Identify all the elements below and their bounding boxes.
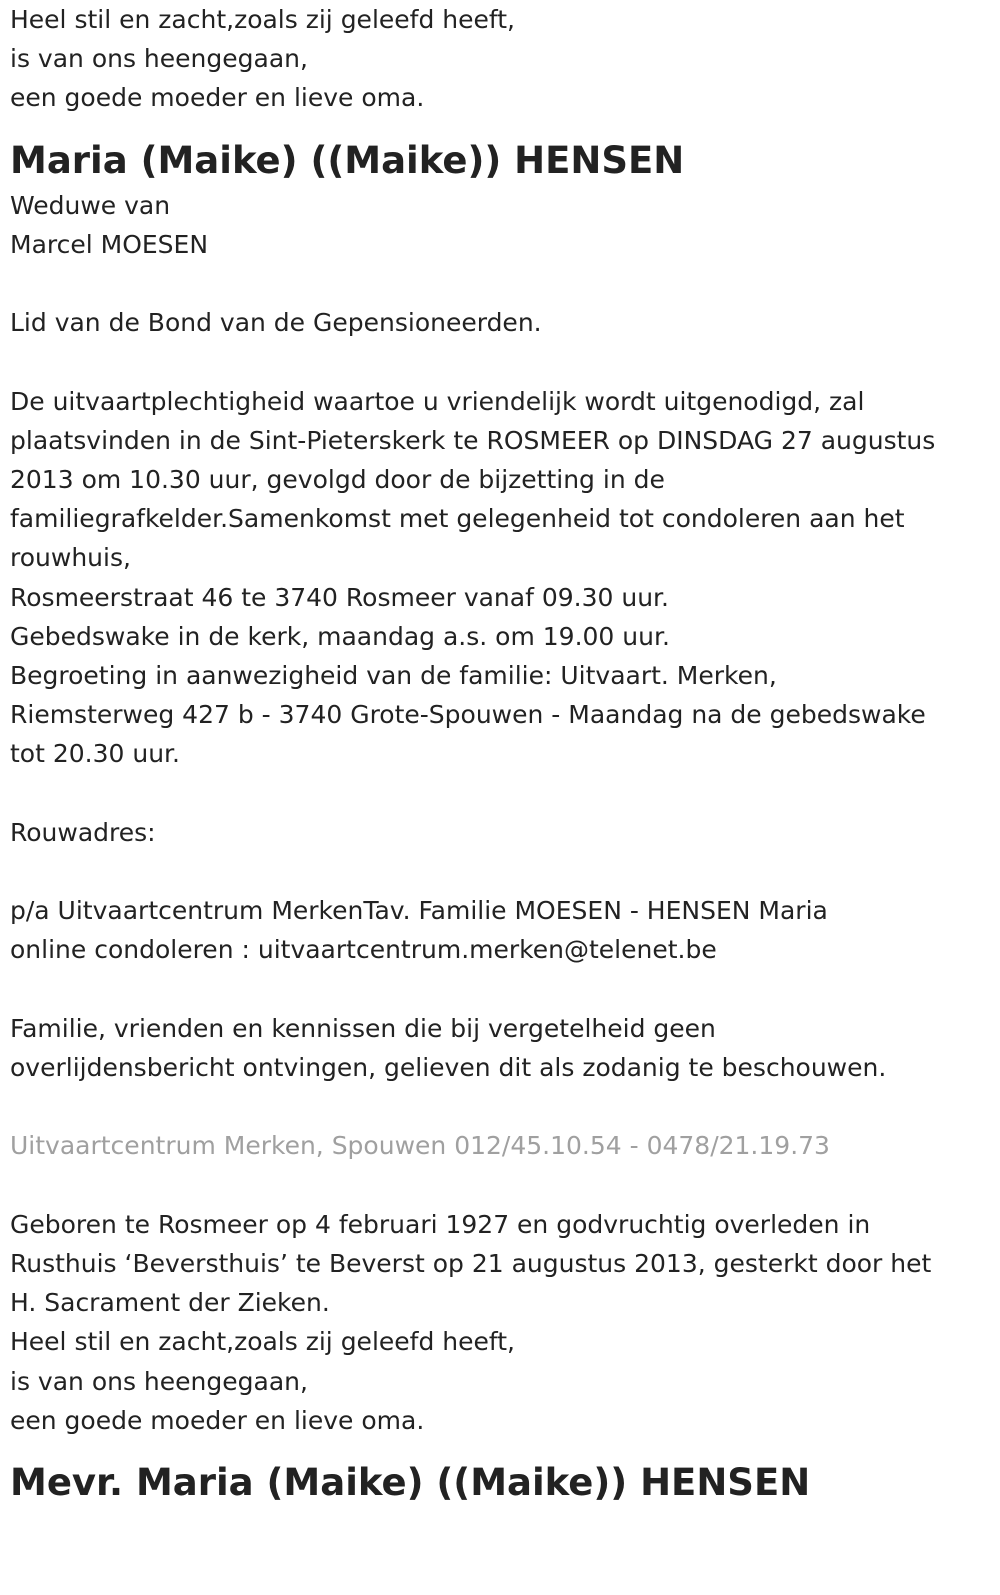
outro-line-3: een goede moeder en lieve oma. [10, 1405, 425, 1435]
ceremony-line-1: De uitvaartplechtigheid waartoe u vriendelijk wordt uitgenodigd, zal [10, 386, 865, 416]
deceased-full-name: Mevr. Maria (Maike) ((Maike)) HENSEN [10, 1461, 811, 1504]
intro-line-2: is van ons heengegaan, [10, 44, 308, 74]
birth-line-1: Geboren te Rosmeer op 4 februari 1927 en godvruchtig overleden in [10, 1209, 871, 1239]
deceased-name: Maria (Maike) ((Maike)) HENSEN [10, 138, 685, 182]
ceremony-line-3: 2013 om 10.30 uur, gevolgd door de bijzetting in de [10, 465, 665, 494]
birth-line-2: Rusthuis ‘Beversthuis’ te Beverst op 21 augustus 2013, gesterkt door het [10, 1248, 932, 1278]
address-line-1: p/a Uitvaartcentrum MerkenTav. Familie MOESEN - HENSEN Maria [10, 896, 828, 926]
intro-line-1: Heel stil en zacht,zoals zij geleefd heeft, [10, 5, 515, 34]
ceremony-line-6: Rosmeerstraat 46 te 3740 Rosmeer vanaf 09.30 uur. [10, 582, 669, 612]
outro-line-1: Heel stil en zacht,zoals zij geleefd heeft, [10, 1327, 515, 1357]
family-note-line-1: Familie, vrienden en kennissen die bij vergetelheid geen [10, 1013, 716, 1043]
spouse-name: Marcel MOESEN [10, 229, 209, 259]
ceremony-line-10: tot 20.30 uur. [10, 739, 180, 769]
ceremony-line-8: Begroeting in aanwezigheid van de familie: Uitvaart. Merken, [10, 661, 777, 691]
membership-text: Lid van de Bond van de Gepensioneerden. [10, 308, 542, 338]
rouwadres-label: Rouwadres: [10, 817, 156, 847]
intro-line-3: een goede moeder en lieve oma. [10, 83, 425, 113]
family-note-line-2: overlijdensbericht ontvingen, gelieven dit als zodanig te beschouwen. [10, 1053, 887, 1082]
ceremony-line-5: rouwhuis, [10, 543, 131, 573]
online-condolence-line: online condoleren : uitvaartcentrum.merken@telenet.be [10, 935, 717, 965]
widow-of-label: Weduwe van [10, 190, 171, 220]
outro-line-2: is van ons heengegaan, [10, 1366, 308, 1396]
ceremony-line-7: Gebedswake in de kerk, maandag a.s. om 19.00 uur. [10, 621, 670, 651]
ceremony-line-4: familiegrafkelder.Samenkomst met gelegenheid tot condoleren aan het [10, 504, 905, 534]
funeral-home-contact: Uitvaartcentrum Merken, Spouwen 012/45.10.54 - 0478/21.19.73 [10, 1131, 830, 1161]
birth-line-3: H. Sacrament der Zieken. [10, 1288, 330, 1318]
ceremony-line-2: plaatsvinden in de Sint-Pieterskerk te ROSMEER op DINSDAG 27 augustus [10, 425, 936, 455]
ceremony-line-9: Riemsterweg 427 b - 3740 Grote-Spouwen - Maandag na de gebedswake [10, 700, 926, 730]
